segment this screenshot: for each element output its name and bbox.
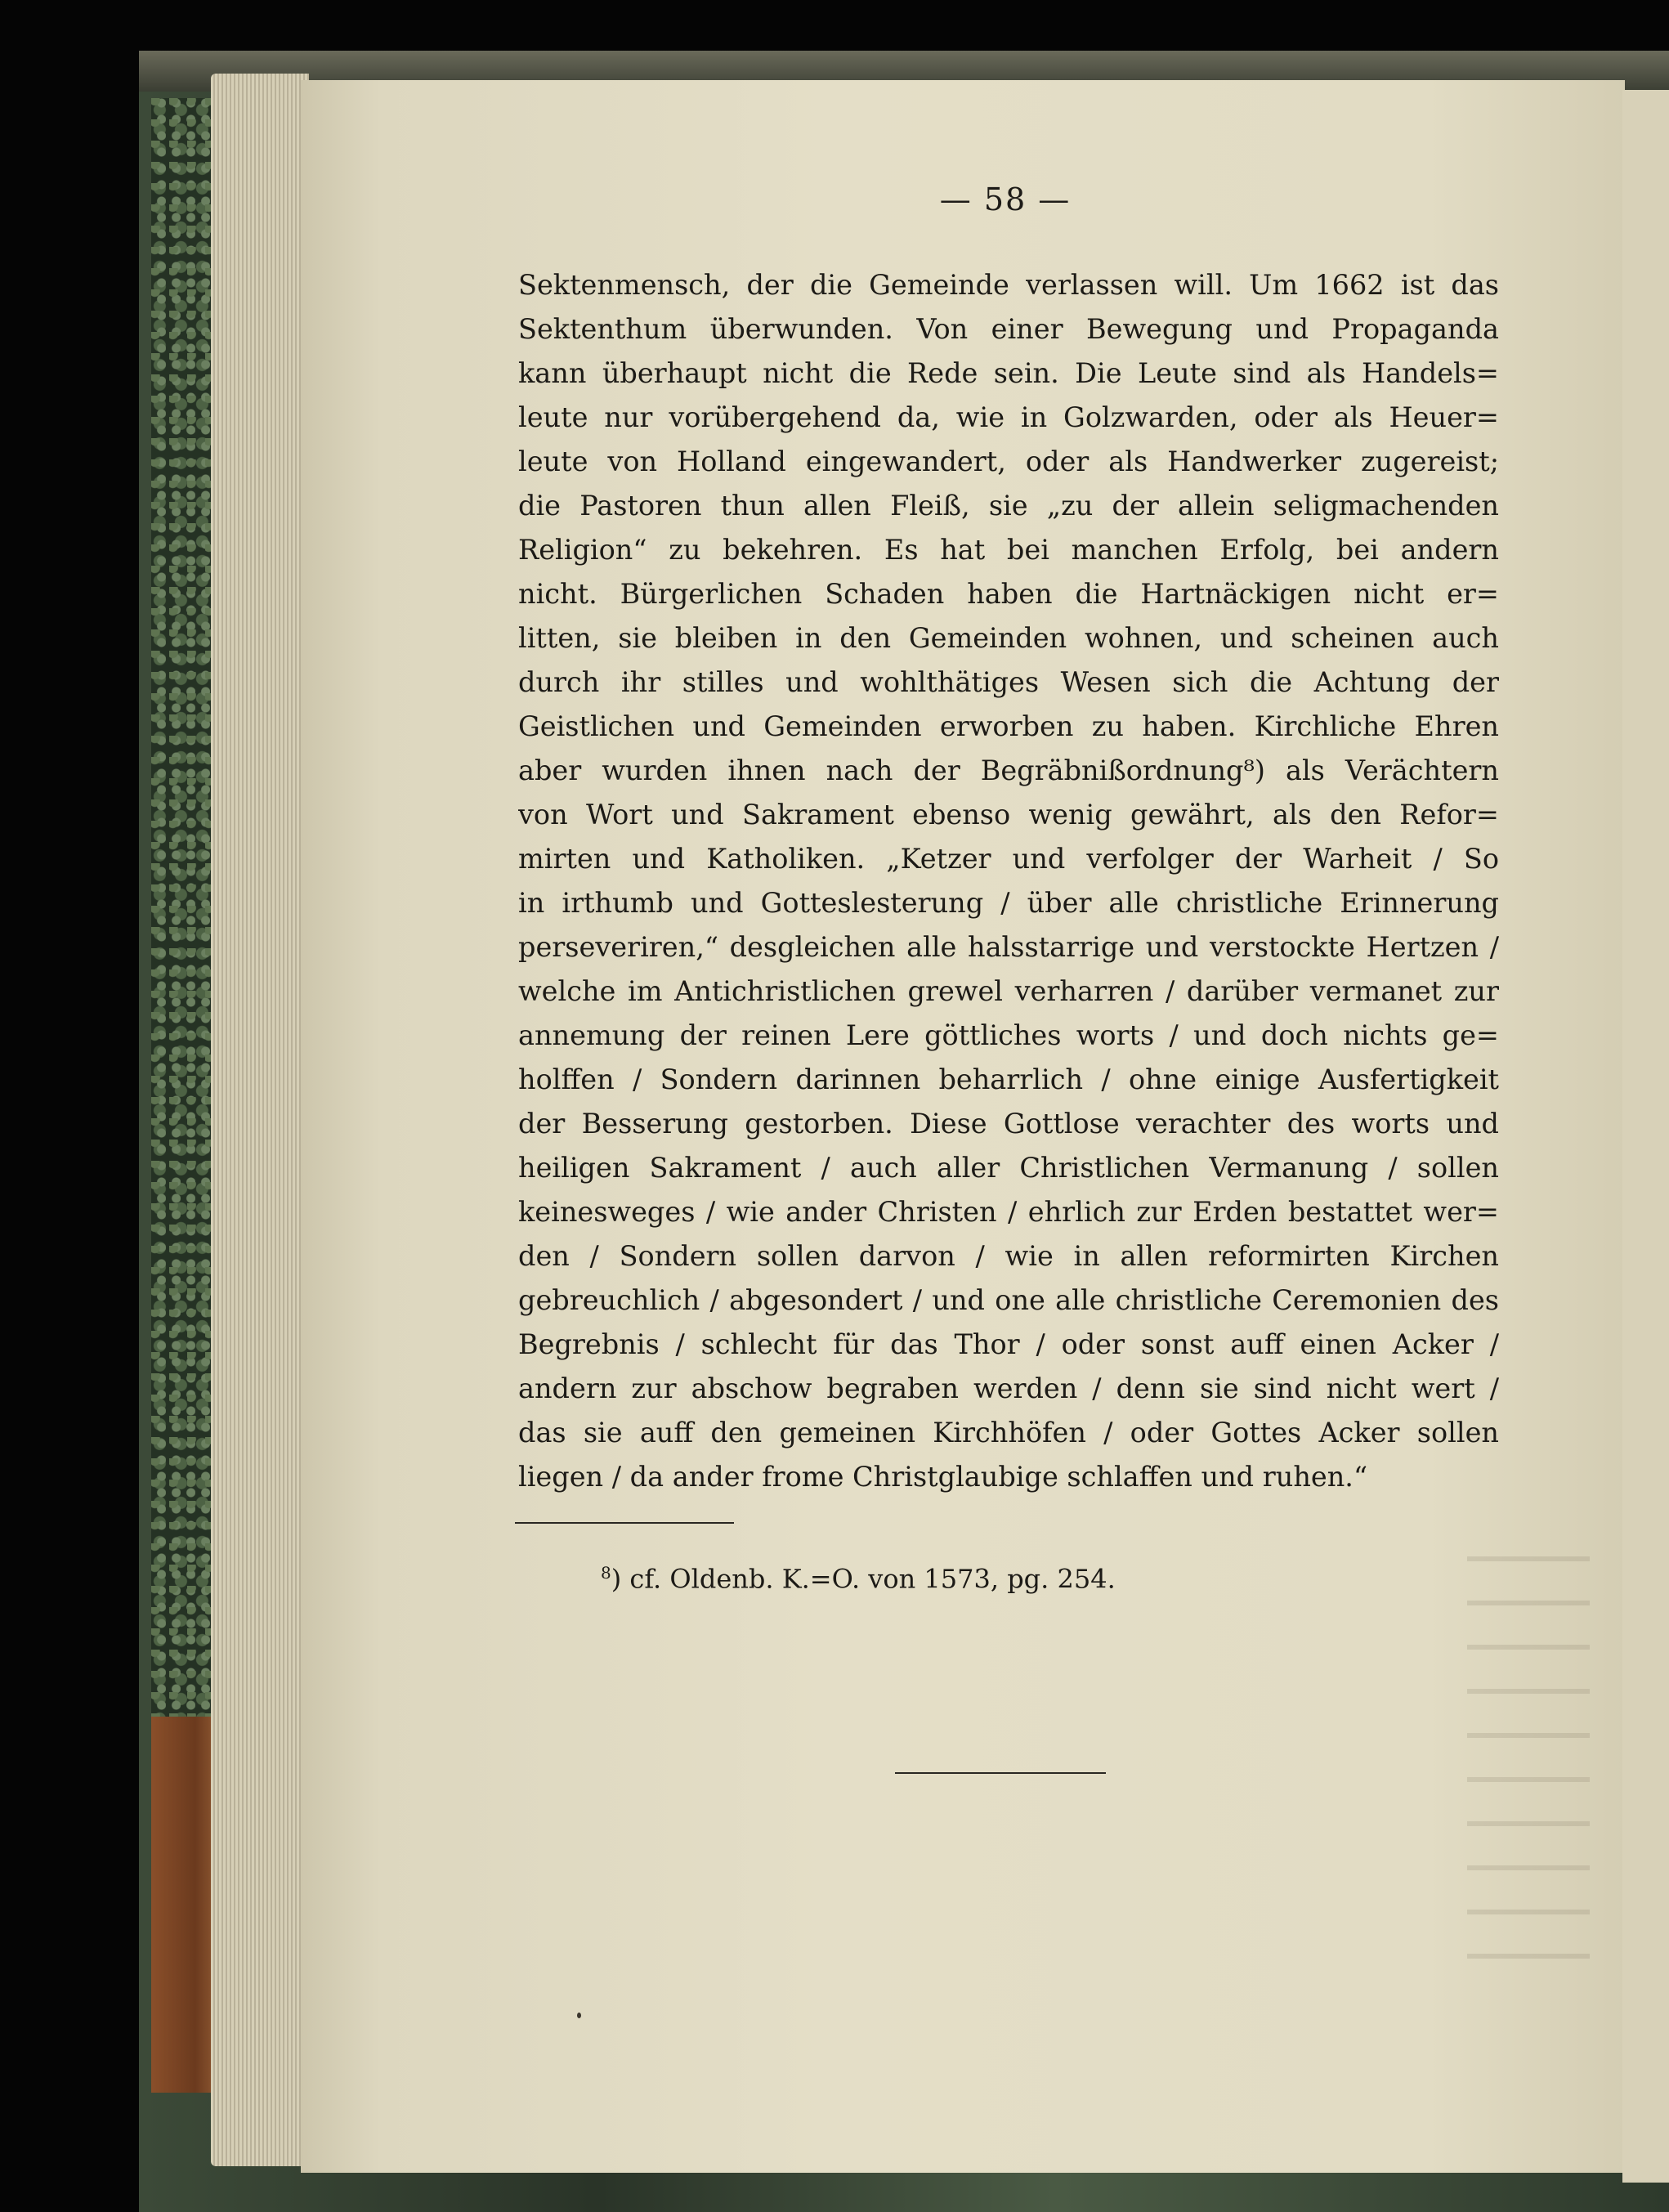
body-text xyxy=(518,263,1499,1499)
text-line: das sie auff den gemeinen Kirchhöfen / oder Gottes Acker sollen xyxy=(518,1417,1499,1449)
bleed-through-text xyxy=(1467,1529,1590,1986)
page-number: — 58 — xyxy=(939,181,1072,217)
paper-speck xyxy=(577,2013,581,2018)
text-line: aber wurden ihnen nach der Begräbnißordnung⁸) als Verächtern xyxy=(518,754,1499,786)
text-line: in irthumb und Gotteslesterung / über alle christliche Erinnerung xyxy=(518,887,1499,919)
text-line: den / Sondern sollen darvon / wie in allen reformirten Kirchen xyxy=(518,1240,1499,1272)
text-line: der Besserung gestorben. Diese Gottlose verachter des worts und xyxy=(518,1108,1499,1140)
footnote xyxy=(601,1563,1336,1595)
end-rule xyxy=(895,1772,1106,1774)
text-line: liegen / da ander frome Christglaubige schlaffen und ruhen.“ xyxy=(518,1461,1368,1493)
text-line: Geistlichen und Gemeinden erworben zu haben. Kirchliche Ehren xyxy=(518,710,1499,742)
text-line: litten, sie bleiben in den Gemeinden wohnen, und scheinen auch xyxy=(518,622,1499,654)
text-line: leute nur vorübergehend da, wie in Golzwarden, oder als Heuer= xyxy=(518,401,1499,433)
footnote-marker: 8 xyxy=(601,1563,611,1583)
text-line: gebreuchlich / abgesondert / und one alle christliche Ceremonien des xyxy=(518,1284,1499,1316)
facing-page-edge xyxy=(1622,90,1669,2183)
text-line: Begrebnis / schlecht für das Thor / oder sonst auff einen Acker / xyxy=(518,1328,1499,1360)
text-line: annemung der reinen Lere göttliches worts / und doch nichts ge= xyxy=(518,1019,1499,1051)
text-line: welche im Antichristlichen grewel verharren / darüber vermanet zur xyxy=(518,975,1499,1007)
text-line: nicht. Bürgerlichen Schaden haben die Hartnäckigen nicht er= xyxy=(518,578,1499,610)
text-line: leute von Holland eingewandert, oder als Handwerker zugereist; xyxy=(518,446,1499,477)
text-line: Religion“ zu bekehren. Es hat bei manchen Erfolg, bei andern xyxy=(518,534,1499,566)
text-line: kann überhaupt nicht die Rede sein. Die Leute sind als Handels= xyxy=(518,357,1499,389)
footnote-text: ) cf. Oldenb. K.=O. von 1573, pg. 254. xyxy=(611,1563,1116,1595)
text-line: heiligen Sakrament / auch aller Christlichen Vermanung / sollen xyxy=(518,1152,1499,1184)
text-line: Sektenthum überwunden. Von einer Bewegung und Propaganda xyxy=(518,313,1499,345)
text-line: andern zur abschow begraben werden / denn sie sind nicht wert / xyxy=(518,1372,1499,1404)
text-line: holffen / Sondern darinnen beharrlich / ohne einige Ausfertigkeit xyxy=(518,1063,1499,1095)
text-line: von Wort und Sakrament ebenso wenig gewährt, als den Refor= xyxy=(518,799,1499,831)
text-line: die Pastoren thun allen Fleiß, sie „zu der allein seligmachenden xyxy=(518,490,1499,522)
footnote-rule xyxy=(515,1522,734,1524)
text-line: perseveriren,“ desgleichen alle halsstarrige und verstockte Hertzen / xyxy=(518,931,1499,963)
text-line: Sektenmensch, der die Gemeinde verlassen will. Um 1662 ist das xyxy=(518,269,1499,301)
text-line: keinesweges / wie ander Christen / ehrlich zur Erden bestattet wer= xyxy=(518,1196,1499,1228)
text-line: durch ihr stilles und wohlthätiges Wesen sich die Achtung der xyxy=(518,666,1499,698)
text-line: mirten und Katholiken. „Ketzer und verfolger der Warheit / So xyxy=(518,843,1499,875)
page-stack-edge xyxy=(211,74,309,2166)
